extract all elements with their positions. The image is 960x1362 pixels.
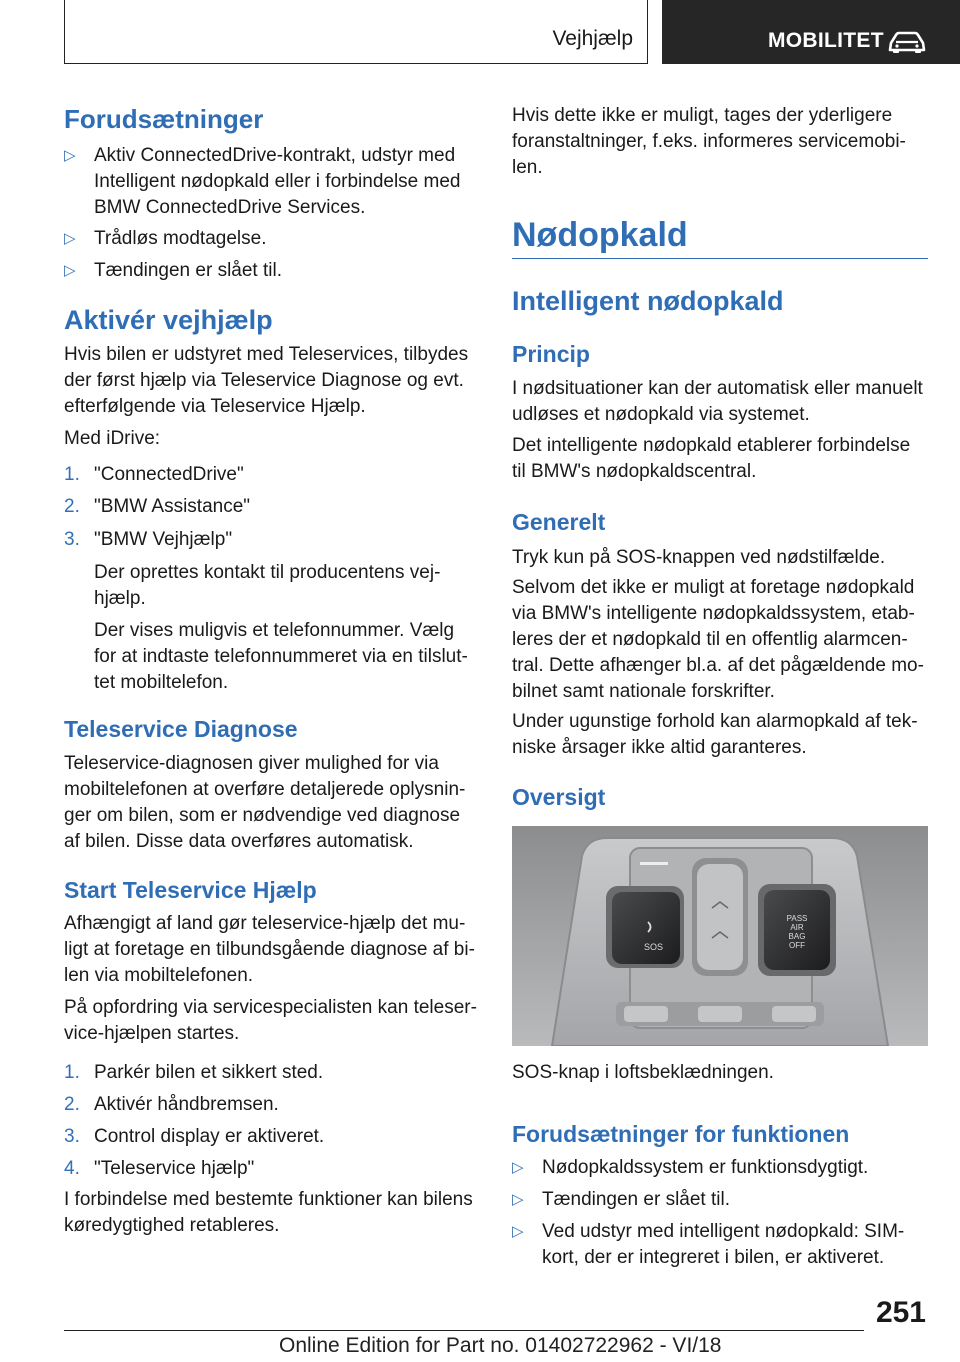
list-item: ▷ Nødopkaldssystem er funktionsdygtigt.	[512, 1155, 928, 1181]
page-number: 251	[875, 1296, 926, 1329]
header-chapter-title: MOBILITET	[768, 29, 884, 52]
list-item: ▷ Trådløs modtagelse.	[64, 226, 478, 252]
function-prereq-heading: Forudsætninger for funktionen	[512, 1121, 850, 1147]
photo-caption: SOS-knap i loftsbeklædningen.	[512, 1062, 774, 1083]
principle-paragraph: I nødsituationer kan der automatisk eller manuelt udløses et nødopkald via systemet.	[512, 378, 923, 425]
triangle-bullet-icon: ▷	[64, 262, 76, 279]
triangle-bullet-icon: ▷	[64, 147, 76, 164]
overview-heading: Oversigt	[512, 784, 606, 810]
header-section-title: Vejhjælp	[552, 27, 633, 50]
diagnose-heading: Teleservice Diagnose	[64, 716, 298, 742]
sos-button-photo	[512, 826, 928, 1046]
general-heading: Generelt	[512, 509, 606, 535]
help-paragraph: På opfordring via servicespecialisten kan teleser-vice-hjælpen startes.	[64, 997, 477, 1044]
general-paragraph: Selvom det ikke er muligt at foretage nødopkald via BMW's intelligente nødopkaldssystem, etab-leres der et nødopkald til en offentlig alarmcen-tral. Dette afhænger bl.a. af det pågældende mo-bilnet samt nationale forskrifter.	[512, 577, 924, 702]
list-item: 2. "BMW Assistance"	[64, 496, 251, 517]
page-title: Nødopkald	[512, 216, 688, 254]
general-paragraph: Tryk kun på SOS-knappen ved nødstilfælde.	[512, 547, 886, 568]
triangle-bullet-icon: ▷	[64, 230, 76, 247]
list-item: 3. "BMW Vejhjælp"	[64, 529, 233, 550]
title-divider	[512, 258, 928, 259]
car-icon	[888, 30, 926, 54]
sos-label: SOS	[644, 942, 664, 952]
list-item: ▷ Tændingen er slået til.	[512, 1187, 928, 1213]
airbag-off-label: PASS AIR BAG OFF	[786, 914, 808, 950]
principle-heading: Princip	[512, 341, 590, 367]
intro-paragraph: Hvis dette ikke er muligt, tages der yderligere foranstaltninger, f.eks. informeres servicemobi-len.	[512, 105, 906, 178]
step-note: Der oprettes kontakt til producentens vej-hjælp.	[94, 562, 441, 609]
header-chapter-tab	[662, 0, 960, 64]
help-heading: Start Teleservice Hjælp	[64, 877, 317, 903]
list-item: 1. "ConnectedDrive"	[64, 464, 244, 485]
prereq-heading: Forudsætninger	[64, 104, 264, 134]
list-item: 1. Parkér bilen et sikkert sted.	[64, 1062, 324, 1083]
step-note: Der vises muligvis et telefonnummer. Vælg for at indtaste telefonnummeret via en tilslut-tet mobiltelefon.	[94, 620, 468, 693]
footer-divider	[64, 1330, 864, 1331]
help-paragraph: Afhængigt af land gør teleservice-hjælp det mu-ligt at foretage en tilbundsgående diagnose af bi-len via mobiltelefonen.	[64, 913, 475, 986]
general-paragraph: Under ugunstige forhold kan alarmopkald af tek-niske årsager ikke altid garanteres.	[512, 711, 918, 758]
activate-paragraph-idrive: Med iDrive:	[64, 428, 161, 449]
triangle-bullet-icon: ▷	[512, 1223, 524, 1240]
list-item: ▷ Aktiv ConnectedDrive-kontrakt, udstyr med Intelligent nødopkald eller i forbindelse med BMW ConnectedDrive Services.	[64, 145, 461, 218]
list-item: 3. Control display er aktiveret.	[64, 1126, 325, 1147]
list-item: 4. "Teleservice hjælp"	[64, 1158, 255, 1179]
activate-heading: Aktivér vejhjælp	[64, 305, 273, 335]
triangle-bullet-icon: ▷	[512, 1191, 524, 1208]
help-closing-paragraph: I forbindelse med bestemte funktioner kan bilens køredygtighed retableres.	[64, 1189, 473, 1236]
section-heading: Intelligent nødopkald	[512, 286, 784, 316]
triangle-bullet-icon: ▷	[512, 1159, 524, 1176]
list-item: ▷ Ved udstyr med intelligent nødopkald: SIM-kort, der er integreret i bilen, er aktiveret.	[512, 1221, 905, 1268]
activate-paragraph: Hvis bilen er udstyret med Teleservices, tilbydes der først hjælp via Teleservice Diagnose og evt. efterfølgende via Teleservice Hjælp.	[64, 344, 469, 417]
footer-edition: Online Edition for Part no. 01402722962 - VI/18	[279, 1334, 722, 1357]
list-item: 2. Aktivér håndbremsen.	[64, 1094, 279, 1115]
list-item: ▷ Tændingen er slået til.	[64, 258, 478, 284]
diagnose-paragraph: Teleservice-diagnosen giver mulighed for via mobiltelefonen at overføre detaljerede oplysnin-ger om bilen, som er nødvendige ved diagnose af bilen. Disse data overføres automatisk.	[64, 753, 466, 852]
principle-paragraph: Det intelligente nødopkald etablerer forbindelse til BMW's nødopkaldscentral.	[512, 435, 911, 482]
header-section-box	[64, 0, 648, 64]
